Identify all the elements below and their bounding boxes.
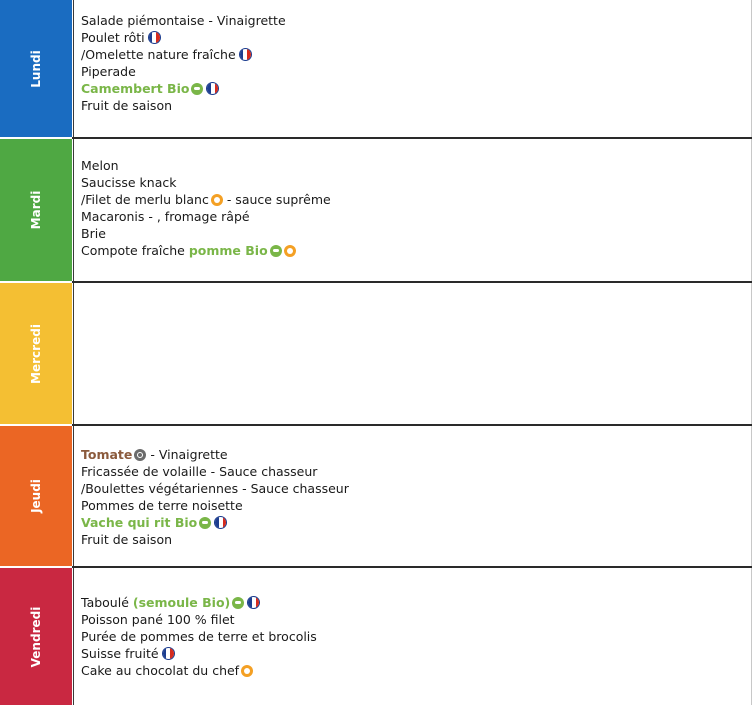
day-label-jeudi: Jeudi	[29, 479, 43, 513]
menu-item-text: /Filet de merlu blanc	[81, 192, 209, 207]
menu-item	[81, 242, 331, 259]
menu-item	[81, 46, 286, 63]
menu-item-text: Macaronis - , fromage râpé	[81, 209, 250, 224]
menu-item	[81, 174, 331, 191]
menu-item	[81, 208, 331, 225]
day-label-mercredi: Mercredi	[29, 323, 43, 384]
menu-item-text: Piperade	[81, 64, 136, 79]
menu-item-text: /Boulettes végétariennes - Sauce chasseur	[81, 481, 349, 496]
menu-item	[81, 645, 317, 662]
menu-item	[81, 12, 286, 29]
menu-item-text: Melon	[81, 158, 119, 173]
menu-item-text: Poulet rôti	[81, 30, 145, 45]
seasonal-icon	[134, 449, 146, 461]
menu-item-text: Brie	[81, 226, 106, 241]
france-flag-icon	[247, 596, 260, 609]
day-row-mardi	[0, 139, 752, 281]
day-row-lundi	[0, 0, 752, 137]
homemade-icon	[284, 245, 296, 257]
day-label-vendredi: Vendredi	[29, 606, 43, 667]
menu-item-text: Purée de pommes de terre et brocolis	[81, 629, 317, 644]
menu-item	[81, 29, 286, 46]
bio-label-icon	[270, 245, 282, 257]
menu-item-text: Fruit de saison	[81, 532, 173, 547]
menu-list-vendredi	[81, 594, 317, 679]
menu-item-text: Compote fraîche	[81, 243, 189, 258]
menu-item-text: Tomate	[81, 447, 133, 462]
menu-item	[81, 80, 286, 97]
menu-list-lundi	[81, 12, 286, 114]
sustainable-fishing-icon	[211, 194, 223, 206]
day-label-mardi: Mardi	[29, 190, 43, 230]
menu-item-text: Saucisse knack	[81, 175, 177, 190]
menu-item	[81, 662, 317, 679]
menu-item-text: Suisse fruité	[81, 646, 159, 661]
menu-item	[81, 191, 331, 208]
bio-label-icon	[232, 597, 244, 609]
bio-label-icon	[191, 83, 203, 95]
menu-item	[81, 63, 286, 80]
menu-item	[81, 594, 317, 611]
menu-item	[81, 480, 349, 497]
menu-item-text: Taboulé	[81, 595, 133, 610]
menu-item-text: /Omelette nature fraîche	[81, 47, 236, 62]
menu-item	[81, 531, 349, 548]
bio-label-icon	[199, 517, 211, 529]
france-flag-icon	[162, 647, 175, 660]
menu-item-text: Camembert Bio	[81, 81, 190, 96]
menu-item	[81, 446, 349, 463]
menu-item-text: Pommes de terre noisette	[81, 498, 243, 513]
menu-item	[81, 628, 317, 645]
menu-item-suffix: - sauce suprême	[222, 192, 331, 207]
organic-highlight: pomme Bio	[188, 243, 268, 258]
france-flag-icon	[239, 48, 252, 61]
menu-item	[81, 611, 317, 628]
menu-item	[81, 97, 286, 114]
homemade-icon	[241, 665, 253, 677]
france-flag-icon	[206, 82, 219, 95]
menu-item-text: Fricassée de volaille - Sauce chasseur	[81, 464, 318, 479]
menu-item	[81, 497, 349, 514]
menu-item-text: Cake au chocolat du chef	[81, 663, 240, 678]
menu-item-text: Fruit de saison	[81, 98, 173, 113]
menu-item	[81, 225, 331, 242]
menu-item-text: Poisson pané 100 % filet	[81, 612, 235, 627]
menu-list-mardi	[81, 157, 331, 259]
organic-highlight: (semoule Bio)	[132, 595, 231, 610]
menu-item	[81, 157, 331, 174]
menu-list-jeudi	[81, 446, 349, 548]
menu-item	[81, 514, 349, 531]
day-row-vendredi	[0, 568, 752, 705]
day-row-jeudi	[0, 426, 752, 566]
menu-item-text: Salade piémontaise - Vinaigrette	[81, 13, 286, 28]
france-flag-icon	[214, 516, 227, 529]
menu-item-suffix: - Vinaigrette	[146, 447, 228, 462]
france-flag-icon	[148, 31, 161, 44]
day-label-lundi: Lundi	[29, 49, 43, 88]
menu-item	[81, 463, 349, 480]
menu-item-text: Vache qui rit Bio	[81, 515, 198, 530]
day-row-mercredi	[0, 283, 752, 424]
